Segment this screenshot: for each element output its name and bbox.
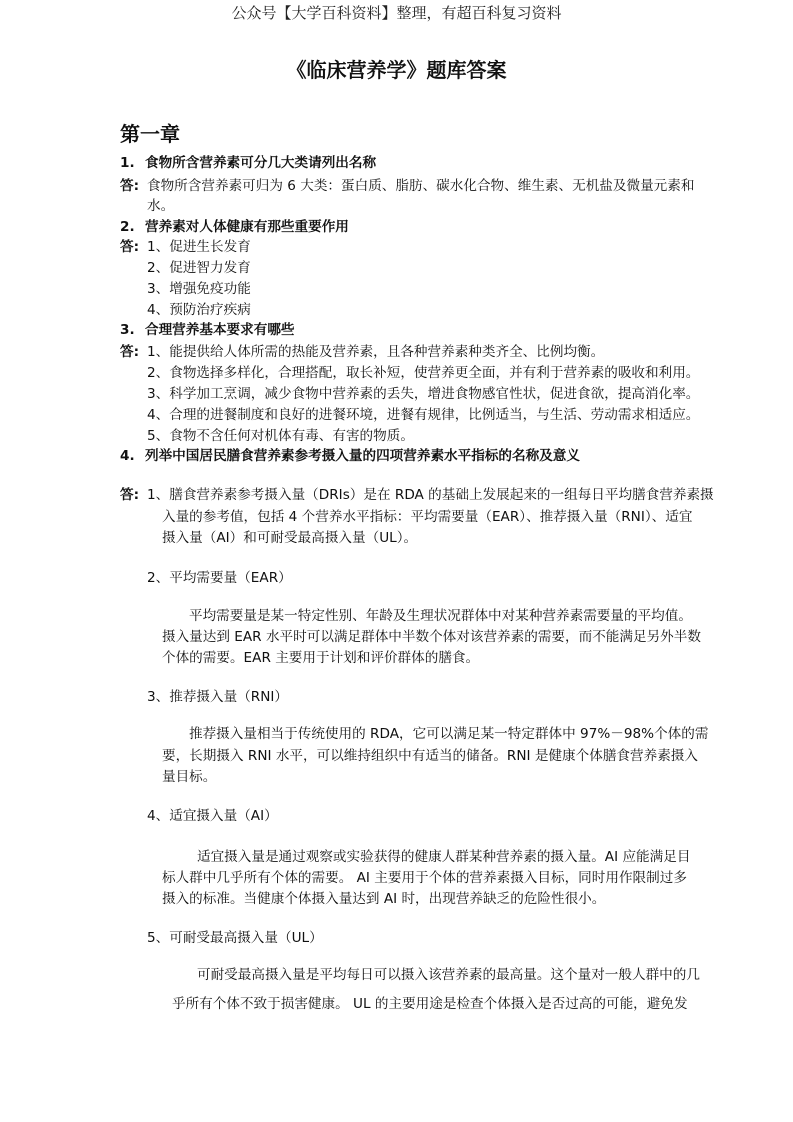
question-number: 4. (120, 448, 135, 464)
answer-line: 摄入量（AI）和可耐受最高摄入量（UL）。 (162, 530, 418, 546)
page-header: 公众号【大学百科资料】整理，有超百科复习资料 (231, 4, 562, 22)
paragraph-line: 量目标。 (162, 769, 217, 785)
question-2: 营养素对人体健康有那些重要作用 (145, 219, 349, 235)
question-number: 1. (120, 155, 135, 171)
answer-label: 答: (120, 178, 140, 194)
answer-line: 2、促进智力发育 (147, 260, 251, 276)
question-number: 2. (120, 219, 135, 235)
paragraph-line: 要，长期摄入 RNI 水平，可以维持组织中有适当的储备。RNI 是健康个体膳食营养素摄入 (162, 748, 698, 764)
paragraph-line: 标人群中几乎所有个体的需要。 AI 主要用于个体的营养素摄入目标，同时用作限制过多 (162, 870, 687, 886)
answer-line: 1、能提供给人体所需的热能及营养素，且各种营养素种类齐全、比例均衡。 (147, 344, 605, 360)
answer-line: 4、合理的进餐制度和良好的进餐环境，进餐有规律，比例适当，与生活、劳动需求相适应。 (147, 407, 700, 423)
document-title: 《临床营养学》题库答案 (286, 58, 507, 82)
chapter-heading: 第一章 (120, 122, 180, 146)
answer-line: 3、增强免疫功能 (147, 281, 251, 297)
answer-line: 2、食物选择多样化，合理搭配，取长补短，使营养更全面，并有利于营养素的吸收和利用。 (147, 365, 700, 381)
question-3: 合理营养基本要求有哪些 (145, 322, 295, 338)
paragraph-line: 摄入的标准。当健康个体摄入量达到 AI 时，出现营养缺乏的危险性很小。 (162, 891, 606, 907)
paragraph-line: 适宜摄入量是通过观察或实验获得的健康人群某种营养素的摄入量。AI 应能满足目 (197, 849, 691, 865)
answer-line: 1、膳食营养素参考摄入量（DRIs）是在 RDA 的基础上发展起来的一组每日平均膳食营养素摄 (147, 487, 714, 503)
section-heading-ai: 4、适宜摄入量（AI） (147, 808, 278, 824)
question-number: 3. (120, 322, 135, 338)
answer-line: 1、促进生长发育 (147, 239, 251, 255)
section-heading-ear: 2、平均需要量（EAR） (147, 570, 292, 586)
question-4: 列举中国居民膳食营养素参考摄入量的四项营养素水平指标的名称及意义 (145, 448, 580, 464)
paragraph-line: 平均需要量是某一特定性别、年龄及生理状况群体中对某种营养素需要量的平均值。 (189, 608, 692, 624)
answer-line: 水。 (147, 198, 175, 214)
question-1: 食物所含营养素可分几大类请列出名称 (145, 155, 377, 171)
answer-line: 食物所含营养素可归为 6 大类：蛋白质、脂肪、碳水化合物、维生素、无机盐及微量元素和 (147, 178, 695, 194)
answer-label: 答: (120, 344, 140, 360)
answer-line: 4、预防治疗疾病 (147, 302, 251, 318)
paragraph-line: 推荐摄入量相当于传统使用的 RDA，它可以满足某一特定群体中 97%－98%个体的需 (189, 726, 709, 742)
paragraph-line: 可耐受最高摄入量是平均每日可以摄入该营养素的最高量。这个量对一般人群中的几 (197, 967, 700, 983)
answer-label: 答: (120, 239, 140, 255)
paragraph-line: 乎所有个体不致于损害健康。 UL 的主要用途是检查个体摄入是否过高的可能，避免发 (172, 996, 688, 1012)
section-heading-ul: 5、可耐受最高摄入量（UL） (147, 930, 323, 946)
section-heading-rni: 3、推荐摄入量（RNI） (147, 689, 289, 705)
answer-label: 答: (120, 487, 140, 503)
paragraph-line: 个体的需要。EAR 主要用于计划和评价群体的膳食。 (162, 650, 480, 666)
answer-line: 5、食物不含任何对机体有毒、有害的物质。 (147, 428, 414, 444)
answer-line: 3、科学加工烹调，减少食物中营养素的丢失，增进食物感官性状，促进食欲，提高消化率。 (147, 386, 700, 402)
paragraph-line: 摄入量达到 EAR 水平时可以满足群体中半数个体对该营养素的需要，而不能满足另外半数 (162, 629, 701, 645)
answer-line: 入量的参考值，包括 4 个营养水平指标：平均需要量（EAR）、推荐摄入量（RNI）、适宜 (162, 509, 693, 525)
